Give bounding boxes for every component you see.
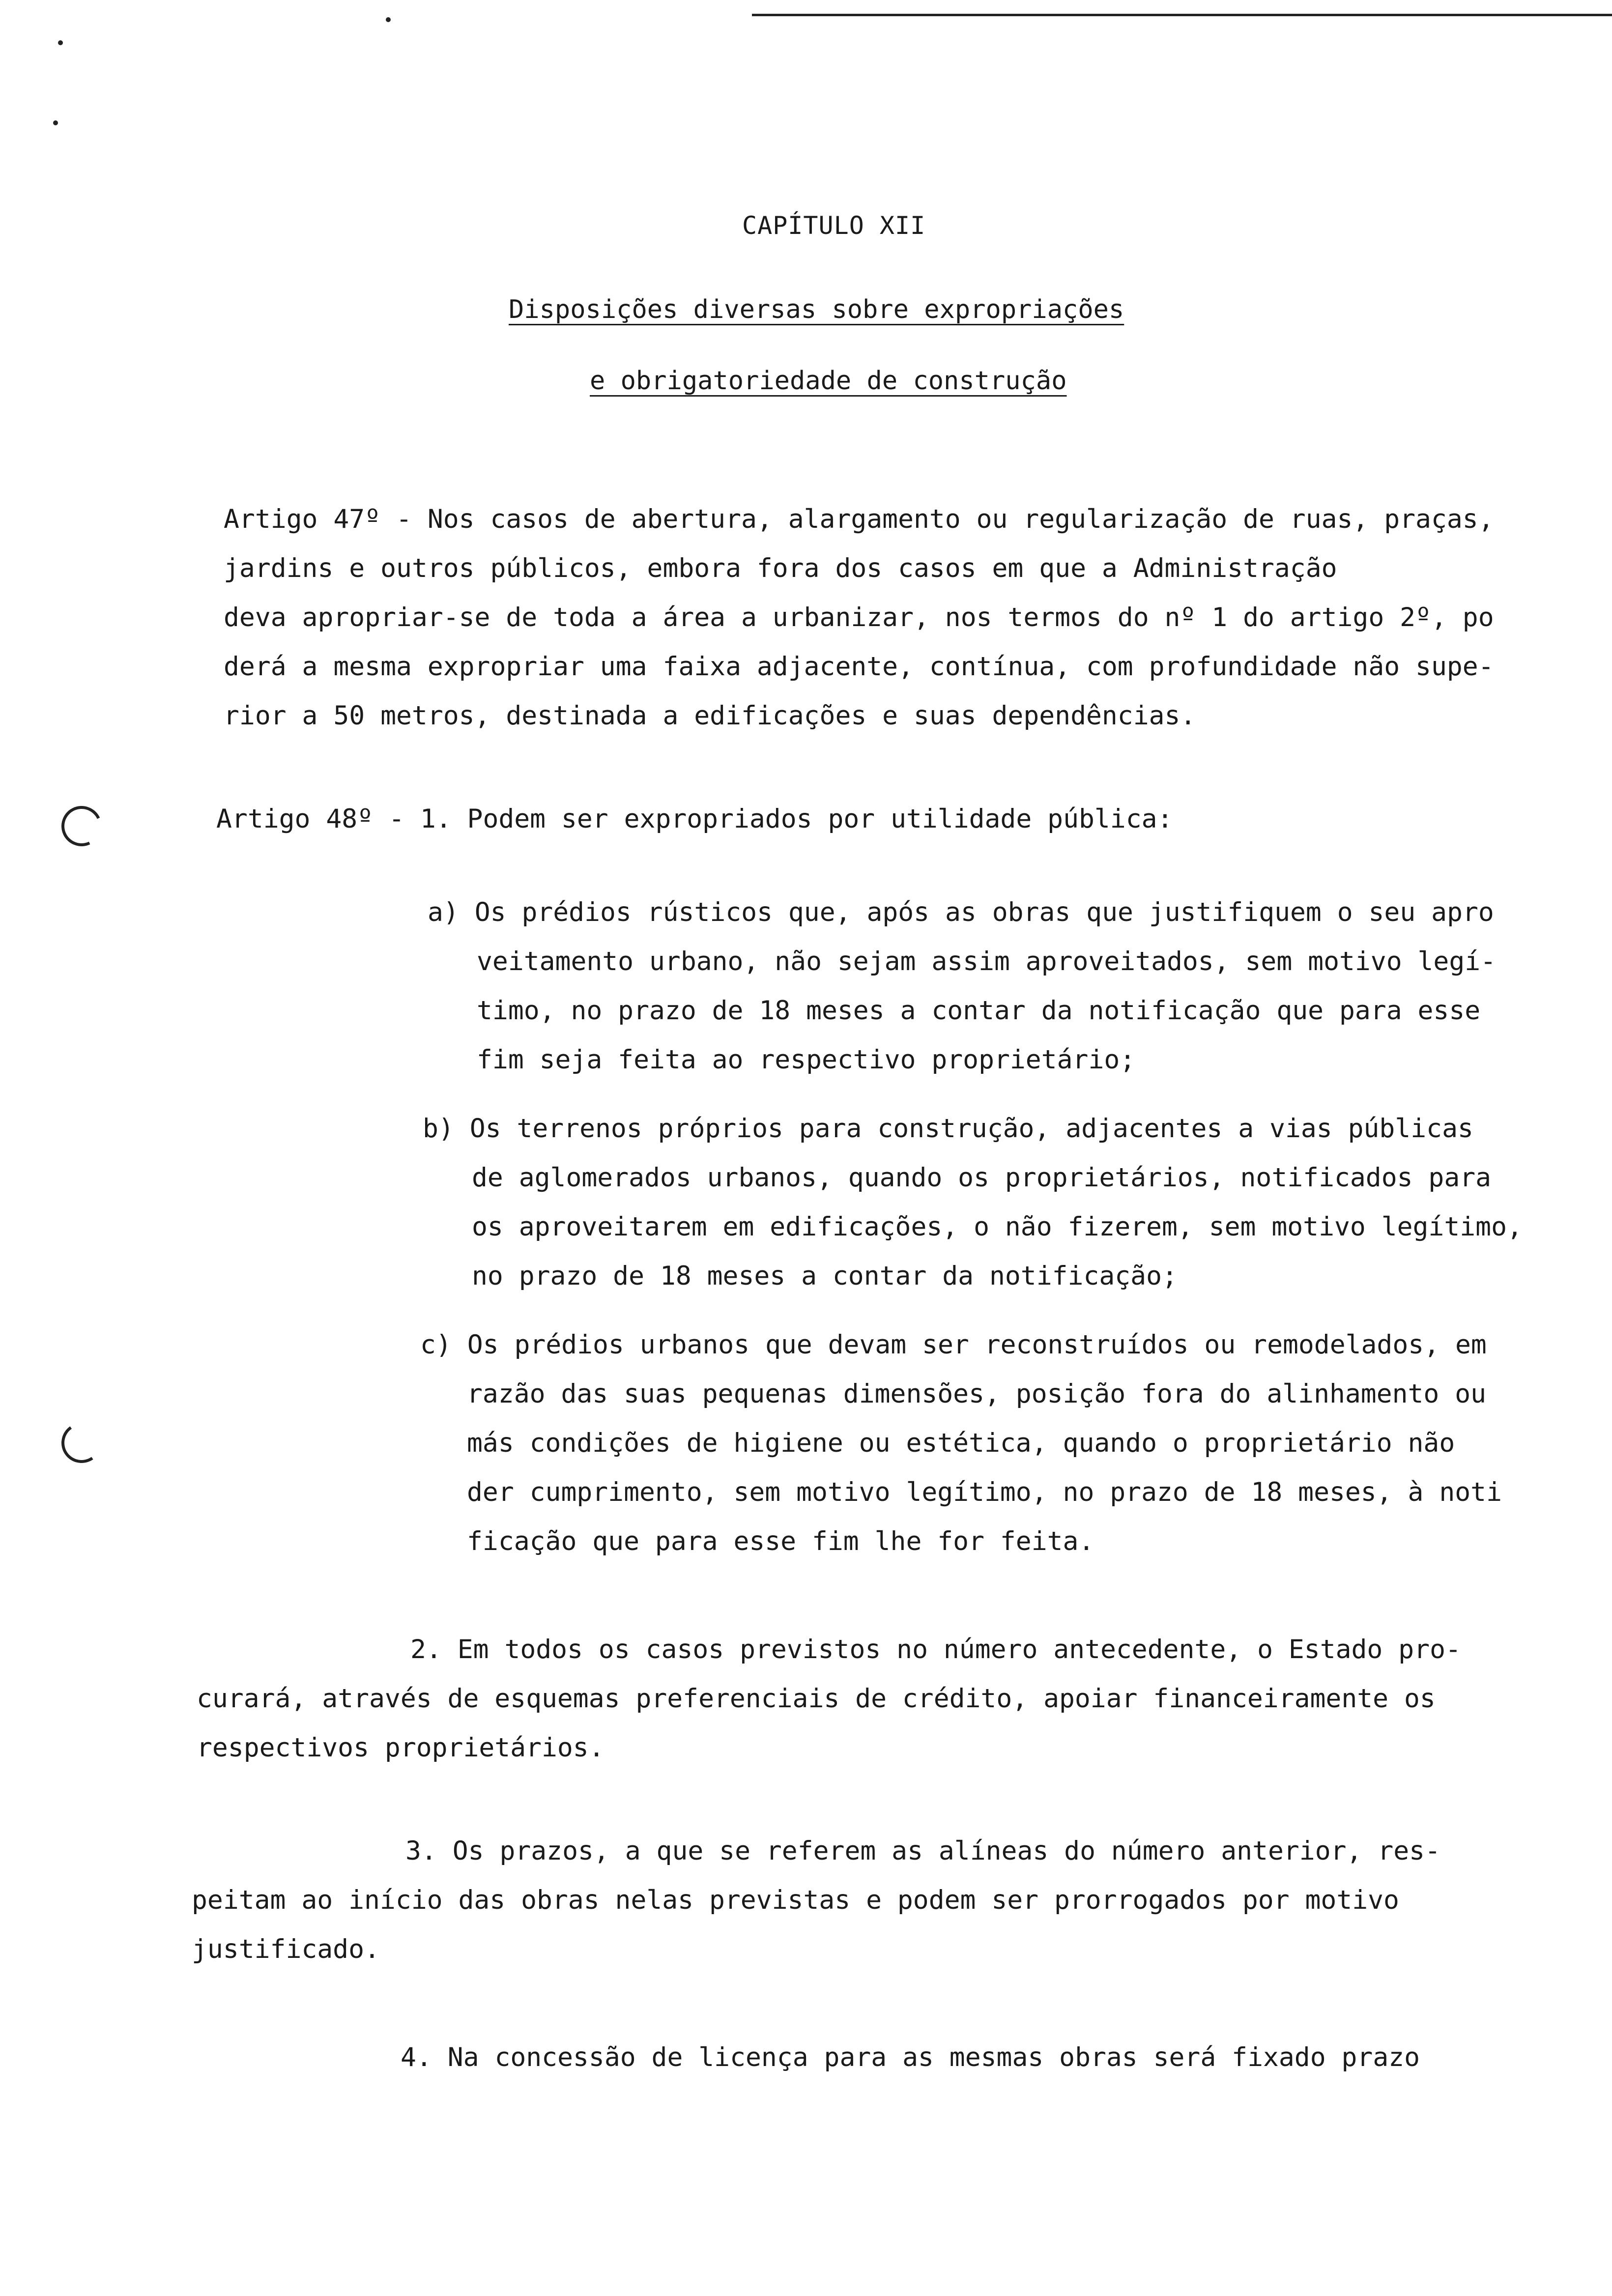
article-47-line: deva apropriar-se de toda a área a urbanizar, nos termos do nº 1 do artigo 2º, po	[224, 603, 1494, 632]
article-48-item-b-line: os aproveitarem em edificações, o não fizerem, sem motivo legítimo,	[472, 1212, 1523, 1242]
article-48-item-b-line: b) Os terrenos próprios para construção, adjacentes a vias públicas	[423, 1114, 1473, 1144]
article-48-para-2-line: curará, através de esquemas preferenciais de crédito, apoiar financeiramente os	[197, 1684, 1436, 1714]
punch-hole-mark	[58, 1420, 105, 1466]
article-48-item-a-line: a) Os prédios rústicos que, após as obras que justifiquem o seu apro	[428, 897, 1494, 927]
chapter-subtitle-line-1: Disposições diversas sobre expropriações	[509, 295, 1124, 324]
article-48-item-c-line: der cumprimento, sem motivo legítimo, no prazo de 18 meses, à noti	[467, 1477, 1502, 1507]
article-48-item-a-line: veitamento urbano, não sejam assim aproveitados, sem motivo legí-	[477, 947, 1497, 976]
scan-speck	[53, 120, 58, 125]
article-48-para-2-line: respectivos proprietários.	[197, 1733, 604, 1763]
article-47-line: jardins e outros públicos, embora fora dos casos em que a Administração	[224, 553, 1337, 583]
chapter-title: CAPÍTULO XII	[742, 211, 926, 240]
scan-speck	[386, 17, 391, 22]
article-48-item-b-line: de aglomerados urbanos, quando os proprietários, notificados para	[472, 1163, 1492, 1193]
article-48-item-c-line: c) Os prédios urbanos que devam ser reconstruídos ou remodelados, em	[420, 1330, 1487, 1360]
article-48-intro: Artigo 48º - 1. Podem ser expropriados por utilidade pública:	[216, 804, 1173, 834]
article-48-item-c-line: ficação que para esse fim lhe for feita.	[467, 1526, 1094, 1556]
article-48-item-a-line: timo, no prazo de 18 meses a contar da notificação que para esse	[477, 996, 1481, 1026]
article-48-para-4-line: 4. Na concessão de licença para as mesmas obras será fixado prazo	[401, 2042, 1420, 2072]
article-48-para-3-line: justificado.	[192, 1934, 380, 1964]
top-edge-rule	[752, 14, 1612, 16]
article-48-item-a-line: fim seja feita ao respectivo proprietário;	[477, 1045, 1136, 1075]
article-48-para-2-line: 2. Em todos os casos previstos no número antecedente, o Estado pro-	[410, 1635, 1461, 1665]
article-48-item-b-line: no prazo de 18 meses a contar da notificação;	[472, 1261, 1178, 1291]
article-48-para-3-line: 3. Os prazos, a que se referem as alíneas do número anterior, res-	[405, 1836, 1440, 1866]
article-47-line: rior a 50 metros, destinada a edificações e suas dependências.	[224, 701, 1196, 731]
article-47-line: Artigo 47º - Nos casos de abertura, alargamento ou regularização de ruas, praças,	[224, 504, 1494, 534]
article-48-para-3-line: peitam ao início das obras nelas previstas e podem ser prorrogados por motivo	[192, 1885, 1399, 1915]
chapter-subtitle-line-2: e obrigatoriedade de construção	[590, 366, 1067, 396]
scan-speck	[58, 40, 63, 45]
article-47-line: derá a mesma expropriar uma faixa adjacente, contínua, com profundidade não supe-	[224, 652, 1494, 682]
article-48-item-c-line: más condições de higiene ou estética, quando o proprietário não	[467, 1428, 1455, 1458]
punch-hole-mark	[56, 800, 107, 852]
article-48-item-c-line: razão das suas pequenas dimensões, posição fora do alinhamento ou	[467, 1379, 1487, 1409]
